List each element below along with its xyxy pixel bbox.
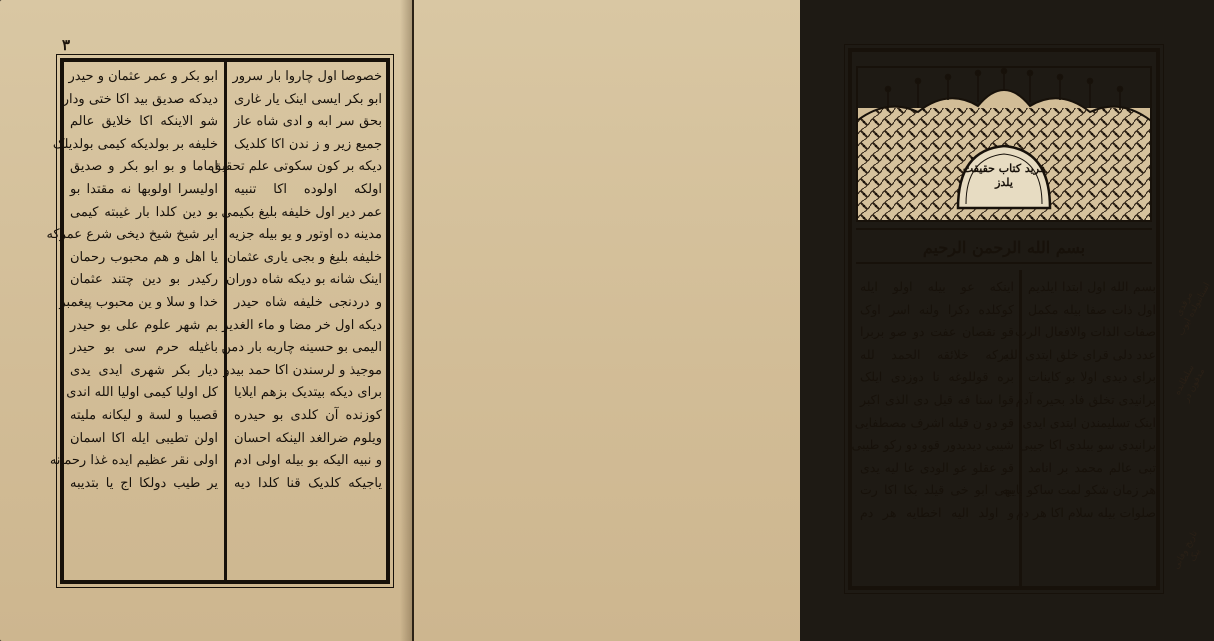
text-line: کوزنده آن کلدی بو حیدره (234, 407, 382, 423)
text-line: و دردنجی خلیفه شاه حیدر (234, 294, 382, 310)
text-line: اول ذات صفا بیله مکمل (1028, 301, 1156, 317)
text-line: دیکه اول خر مضا و ماء الغدیر (222, 317, 382, 333)
right-page-column-a (1001, 276, 1156, 525)
basmala-heading: بسم الله الرحمن الرحیم (856, 228, 1152, 264)
right-text-frame (848, 48, 1160, 590)
text-line: بم شهر علوم علی بو حیدر (70, 317, 218, 333)
left-text-frame (46, 58, 390, 584)
text-line: ابو بکر ایسی اینک یار غاری (234, 91, 382, 107)
text-line: قو نقصان عفت دو صو بربرا (860, 324, 1014, 340)
text-line: بسم الله اول ابتدا ایلدیم (1028, 279, 1156, 294)
text-line: اولن تطیبی ایله اکا اسمان (70, 430, 218, 446)
text-line: شو الاینکه اکا خلایق عالم (70, 114, 218, 130)
margin-note: مرقدی استانبولده ایوب (1174, 281, 1213, 338)
text-line: قو دو ن قیله اشرف مصطفایی (854, 414, 1014, 430)
right-page (414, 0, 1213, 641)
text-line: شیبی دیدیدور قوو دو رکو طیبی (851, 437, 1014, 453)
text-line: تبی عالم محمد بر انامد (1028, 459, 1156, 475)
text-line: ایر شیخ شیخ دیخی شرع عمرکه (46, 227, 218, 243)
text-line: بو دین کلدا بار غیبته کیمی (70, 204, 218, 220)
text-line: برانیدی تخلق فاد بحیره آدم (1015, 391, 1156, 407)
column-divider (1019, 270, 1022, 586)
text-line: خدا و سلا و ین محبوب پیغمبر (59, 294, 218, 310)
text-line: صفات الذات والافعال الرب (1015, 324, 1156, 340)
text-line: کل اولیا کیمی اولیا الله اندی (66, 385, 218, 401)
illuminated-headpiece (856, 66, 1152, 222)
text-line: برای دیکه بیتدیک بزهم ایلایا (234, 385, 382, 401)
text-line: یاجیکه کلدیک قنا کلدا دیه (234, 475, 382, 491)
text-line: اولیسرا اولوبها نه مقتدا بو (70, 181, 218, 197)
text-line: الیمی بو حسینه چاربه بار دمن (221, 340, 382, 356)
text-line: باغیله حرم سی بو حیدر (70, 340, 218, 356)
page-number: ٣ (62, 36, 71, 54)
text-line: جمیع زیر و ز ندن اکا کلدیک (234, 136, 382, 152)
text-line: رکیدر بو دین چتند عثمان (70, 272, 218, 288)
text-line: یر طیب دولکا اج یا بتدیبه (70, 475, 218, 491)
margin-note: تاریخ وفاتی بیک (1171, 529, 1203, 572)
text-line: هر زمان شکو لمت ساکو بایبه (1001, 482, 1156, 498)
text-line: ویلوم ضرالغد الینکه احسان (234, 430, 382, 446)
text-line: صلوات بیله سلام اکا هر دم (1015, 504, 1156, 520)
right-page-column-b (851, 276, 1014, 525)
text-line: قو عقلو عو الودی عا لیه یدی (860, 459, 1014, 475)
text-line: و اولد الیه اخطایه هر دم (860, 504, 1014, 520)
text-line: برانیدی سو بیلدی اکا جیبی (1019, 437, 1156, 453)
text-line: برای دیدی اولا بو کاینات (1028, 369, 1156, 385)
margin-note: سلطانده مدفون در (1172, 363, 1208, 404)
text-line: قصیبا و لسة و لیکانه ملیته (70, 407, 218, 423)
left-page-column-b (211, 66, 382, 495)
left-page-column-a (46, 66, 218, 495)
text-line: بحق سر ابه و ادی شاه عاز (234, 114, 382, 130)
text-line: اولکه اولوده اکا تنبیه (234, 181, 382, 197)
text-line: خلیفه بر بولدیکه کیمی بولدیلک (52, 136, 218, 152)
text-line: اینکه عو بیله اولو ایله (860, 279, 1014, 294)
headpiece-caption: فرید کتاب حقیقت یلدز (962, 162, 1046, 189)
left-page (0, 0, 412, 641)
text-line: بهی ابو خی قیلد بکا اکا رت (860, 482, 1014, 498)
text-line: عدد دلی قرای خلق ایتدی الله (1003, 346, 1156, 362)
text-line: دیار بکر شهری ایدی یدی (70, 362, 218, 378)
text-line: اینک شانه بو دیکه شاه دوران (226, 272, 382, 288)
text-line: عمر دیر اول خلیفه بلیغ بکیمی (221, 204, 382, 220)
text-line: بره قوللوغه نا دوزدی ایلک (860, 369, 1014, 385)
text-line: اینک تسلیمندن ایتدی ایدی (1022, 414, 1156, 430)
text-line: قوا سنا فه قیل دی الذی اکبر (860, 391, 1014, 407)
text-line: و نبیه الیکه بو بیله اولی ادم (234, 453, 382, 469)
text-line: یا اهل و هم محبوب رحمان (70, 249, 218, 265)
text-line: موجیذ و لرسندن اکا حمد بیدو (223, 362, 382, 378)
text-line: اولی نقر عظیم ایده غذا رحمانه (49, 453, 218, 469)
text-line: مدینه ده اوتور و یو بیله جزیه (228, 227, 382, 243)
text-line: ابو بکر و عمر عثمان و حیدر (68, 69, 218, 84)
text-line: دیدکه صدیق بید اکا ختی ودار (62, 91, 218, 107)
text-line: خلیفه بلیغ و بجی یاری عثمان (226, 249, 382, 265)
text-line: دیرکه خلائقه الحمد لله (860, 346, 1014, 362)
text-line: اماما و بو ابو بکر و صدیق (70, 159, 218, 175)
text-line: دیکه بر کون سکوتی علم تحقیق (211, 159, 382, 175)
text-line: کوکلده دکرا ولنه اسر اوک (860, 301, 1014, 317)
text-line: خصوصا اول چاروا بار سرور (232, 69, 382, 84)
